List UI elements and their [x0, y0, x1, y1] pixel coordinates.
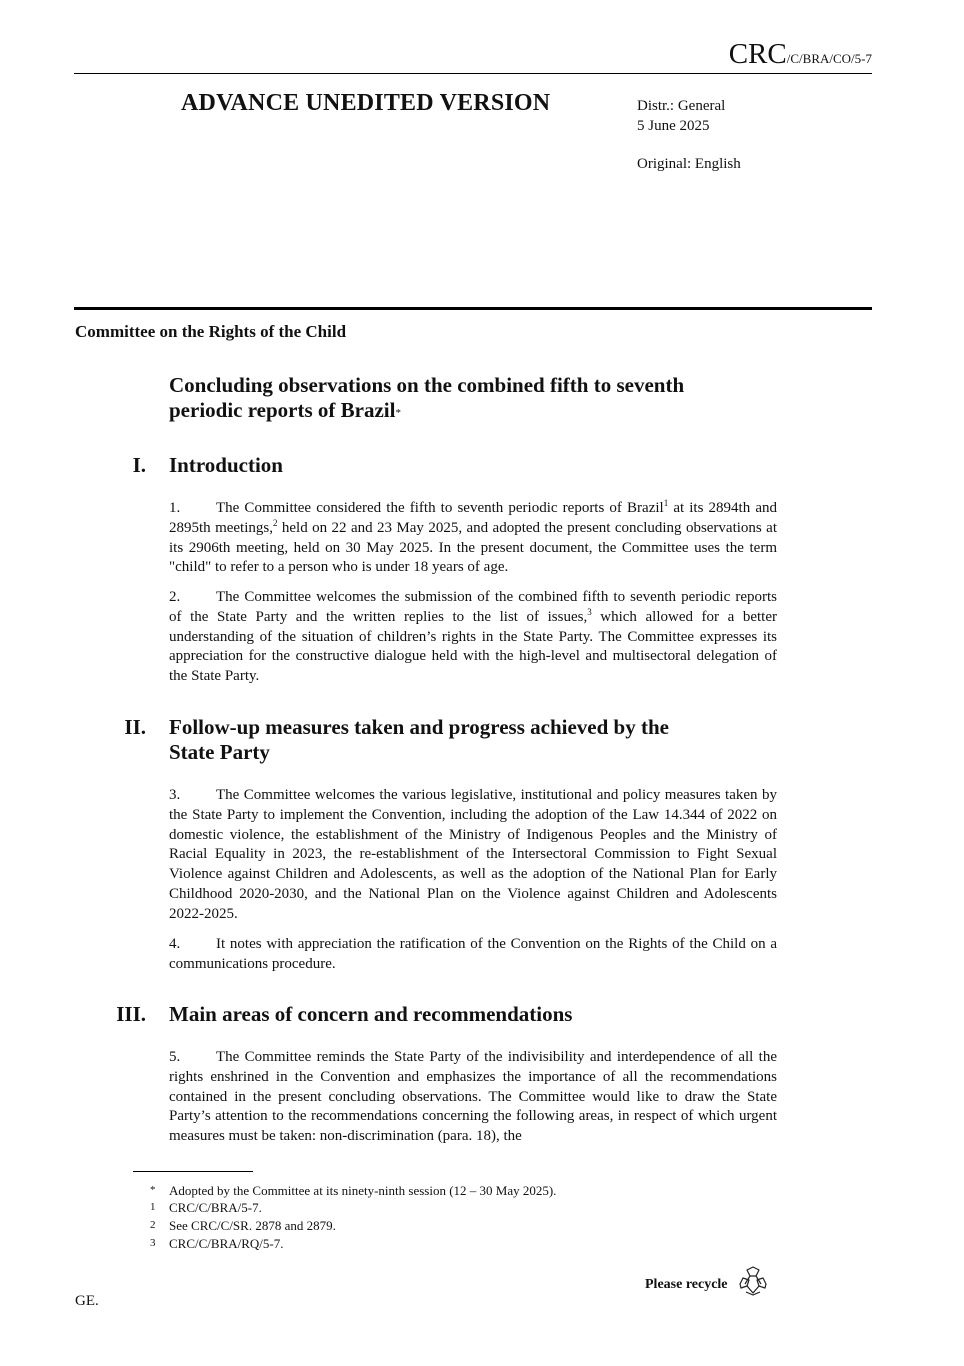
title-line-2: [169, 398, 789, 426]
recycle-label: Please recycle: [645, 1277, 728, 1292]
symbol-suffix: /C/BRA/CO/5-7: [786, 51, 872, 66]
paragraph-number: 3.: [169, 787, 181, 803]
section-title: [169, 715, 789, 765]
section-number: I.: [132, 453, 146, 477]
paragraph-1: [169, 499, 777, 578]
paragraph-text: The Committee considered the fifth to seventh periodic reports of Brazil: [216, 500, 664, 516]
title-line-2-text: periodic reports of Brazil: [169, 398, 396, 422]
paragraph-text: which allowed for a better understanding of the situation of children’s rights in the State Party. The Committee expresses its appreciation for the constructive dialogue held with the high-level and multisectoral delegation of the State Party.: [169, 608, 777, 685]
section-title-line-1: Follow-up measures taken and progress achieved by the: [169, 715, 669, 739]
distribution-block: [637, 96, 725, 136]
footnote-mark: 1: [150, 1201, 156, 1213]
paragraph-number: 4.: [169, 936, 181, 952]
paragraph-2: [169, 588, 777, 687]
ge-number: GE.: [75, 1293, 99, 1309]
recycle-icon: [736, 1264, 770, 1298]
section-title: Introduction: [169, 453, 283, 477]
footnote-mark: 3: [150, 1237, 156, 1249]
footnote-2: [150, 1217, 336, 1235]
paragraph-5: [169, 1048, 777, 1147]
header-rule: [74, 73, 872, 74]
advance-unedited-label: ADVANCE UNEDITED VERSION: [181, 90, 551, 116]
committee-name: Committee on the Rights of the Child: [75, 322, 347, 341]
footnote-text: See CRC/C/SR. 2878 and 2879.: [169, 1218, 336, 1233]
footnote-star: [150, 1182, 556, 1200]
paragraph-text: The Committee welcomes the various legislative, institutional and policy measures taken by the State Party to implement the Convention, including the adoption of the Law 14.344 of 2022 on domestic violence, the establishment of the Ministry of Indigenous Peoples and the Ministry of Racial Equality in 2023, the re-establishment of the Intersectoral Commission to Fight Sexual Violence against Children and Adolescents, as well as the adoption of the National Plan for Early Childhood 2020-2030, and the National Plan on the Violence against Children and Adolescents 2022-2025.: [169, 787, 777, 922]
footnote-3: [150, 1235, 284, 1253]
paragraph-text: held on 22 and 23 May 2025, and adopted the present concluding observations at its 2906th meeting, held on 30 May 2025. In the present document, the Committee uses the term "child" to refer to a person who is under 18 years of age.: [169, 519, 777, 576]
footnote-rule: [133, 1171, 253, 1172]
footnote-ref: 1: [663, 498, 669, 508]
footnote-1: [150, 1199, 262, 1217]
title-footnote-mark: *: [395, 407, 401, 419]
paragraph-number: 2.: [169, 589, 181, 605]
footnote-text: Adopted by the Committee at its ninety-ninth session (12 – 30 May 2025).: [169, 1183, 557, 1198]
paragraph-text: The Committee reminds the State Party of the indivisibility and interdependence of all the rights enshrined in the Convention and emphasizes the importance of all the recommendations contained in the present concluding observations. The Committee would like to draw the State Party’s attention to the recommendations concerning the following areas, in respect of which urgent measures must be taken: non-discrimination (para. 18), the: [169, 1049, 777, 1145]
section-title: Main areas of concern and recommendations: [169, 1002, 573, 1026]
document-symbol: [729, 38, 872, 71]
distr-line: Distr.: General: [637, 98, 726, 114]
paragraph-text: The Committee welcomes the submission of the combined fifth to seventh periodic reports of the State Party and the written replies to the list of issues,: [169, 589, 777, 625]
thick-rule: [74, 307, 872, 310]
symbol-main: CRC: [728, 38, 787, 70]
paragraph-text: at its 2894th and 2895th meetings,: [169, 500, 777, 536]
footnote-mark: 2: [150, 1219, 156, 1231]
paragraph-4: [169, 935, 777, 975]
footnote-text: CRC/C/BRA/5-7.: [169, 1200, 262, 1215]
footnote-ref: 3: [587, 606, 592, 617]
date-line: 5 June 2025: [637, 118, 710, 134]
footnote-ref: 2: [272, 517, 278, 528]
footnote-text: CRC/C/BRA/RQ/5-7.: [169, 1236, 284, 1251]
section-number: II.: [124, 715, 146, 739]
paragraph-number: 1.: [169, 500, 181, 516]
original-language: Original: English: [637, 156, 741, 172]
section-number: III.: [116, 1002, 146, 1026]
section-title-line-2: State Party: [169, 740, 270, 764]
footnote-mark: *: [150, 1184, 156, 1196]
paragraph-3: [169, 786, 777, 925]
paragraph-number: 5.: [169, 1049, 181, 1065]
document-title: [169, 373, 789, 426]
paragraph-text: It notes with appreciation the ratification of the Convention on the Rights of the Child on a communications procedure.: [169, 936, 777, 972]
title-line-1: Concluding observations on the combined fifth to seventh: [169, 373, 685, 397]
